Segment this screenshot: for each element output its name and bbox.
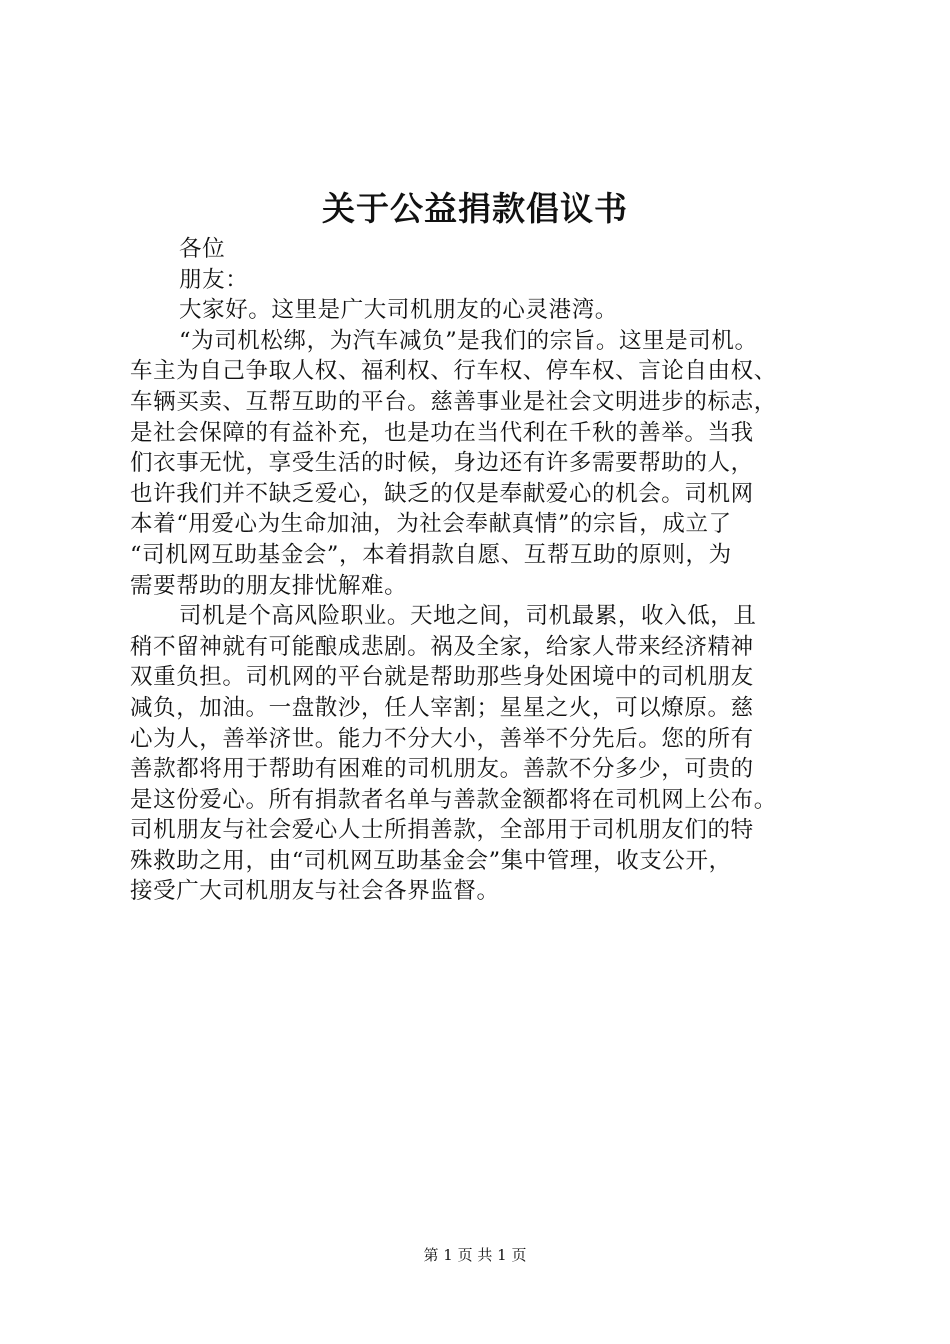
body-line: 朋友： (179, 266, 249, 293)
body-line: 们衣事无忧，享受生活的时候，身边还有许多需要帮助的人， (130, 450, 754, 477)
body-line: 司机朋友与社会爱心人士所捐善款，全部用于司机朋友们的特 (130, 817, 754, 844)
body-line: 车主为自己争取人权、福利权、行车权、停车权、言论自由权、 (130, 358, 777, 385)
page-footer: 第 1 页 共 1 页 (423, 1246, 527, 1264)
body-line: 接受广大司机朋友与社会各界监督。 (130, 878, 500, 905)
body-line: 稍不留神就有可能酿成悲剧。祸及全家，给家人带来经济精神 (130, 633, 754, 660)
body-line: 心为人，善举济世。能力不分大小，善举不分先后。您的所有 (130, 725, 754, 752)
page-title: 关于公益捐款倡议书 (322, 189, 628, 228)
body-line: 是社会保障的有益补充，也是功在当代利在千秋的善举。当我 (130, 419, 754, 446)
document-body (130, 234, 850, 907)
body-line: 是这份爱心。所有捐款者名单与善款金额都将在司机网上公布。 (130, 786, 777, 813)
body-line: 善款都将用于帮助有困难的司机朋友。善款不分多少，可贵的 (130, 756, 754, 783)
body-line: 各位 (179, 236, 226, 262)
body-line: 车辆买卖、互帮互助的平台。慈善事业是社会文明进步的标志， (130, 388, 777, 415)
body-line: 减负，加油。一盘散沙，任人宰割；星星之火，可以燎原。慈 (130, 694, 754, 721)
body-line: 大家好。这里是广大司机朋友的心灵港湾。 (179, 297, 618, 324)
body-line: 双重负担。司机网的平台就是帮助那些身处困境中的司机朋友 (130, 664, 754, 691)
body-line: “为司机松绑，为汽车减负”是我们的宗旨。这里是司机。 (179, 327, 758, 354)
body-line: 司机是个高风险职业。天地之间，司机最累，收入低，且 (179, 603, 757, 630)
body-line: 也许我们并不缺乏爱心，缺乏的仅是奉献爱心的机会。司机网 (130, 480, 754, 507)
body-line: 需要帮助的朋友排忧解难。 (130, 572, 408, 599)
body-line: 殊救助之用，由“司机网互助基金会”集中管理，收支公开， (130, 847, 732, 874)
body-line: 本着“用爱心为生命加油，为社会奉献真情”的宗旨，成立了 (130, 511, 732, 538)
body-line: “司机网互助基金会”，本着捐款自愿、互帮互助的原则，为 (130, 541, 732, 568)
